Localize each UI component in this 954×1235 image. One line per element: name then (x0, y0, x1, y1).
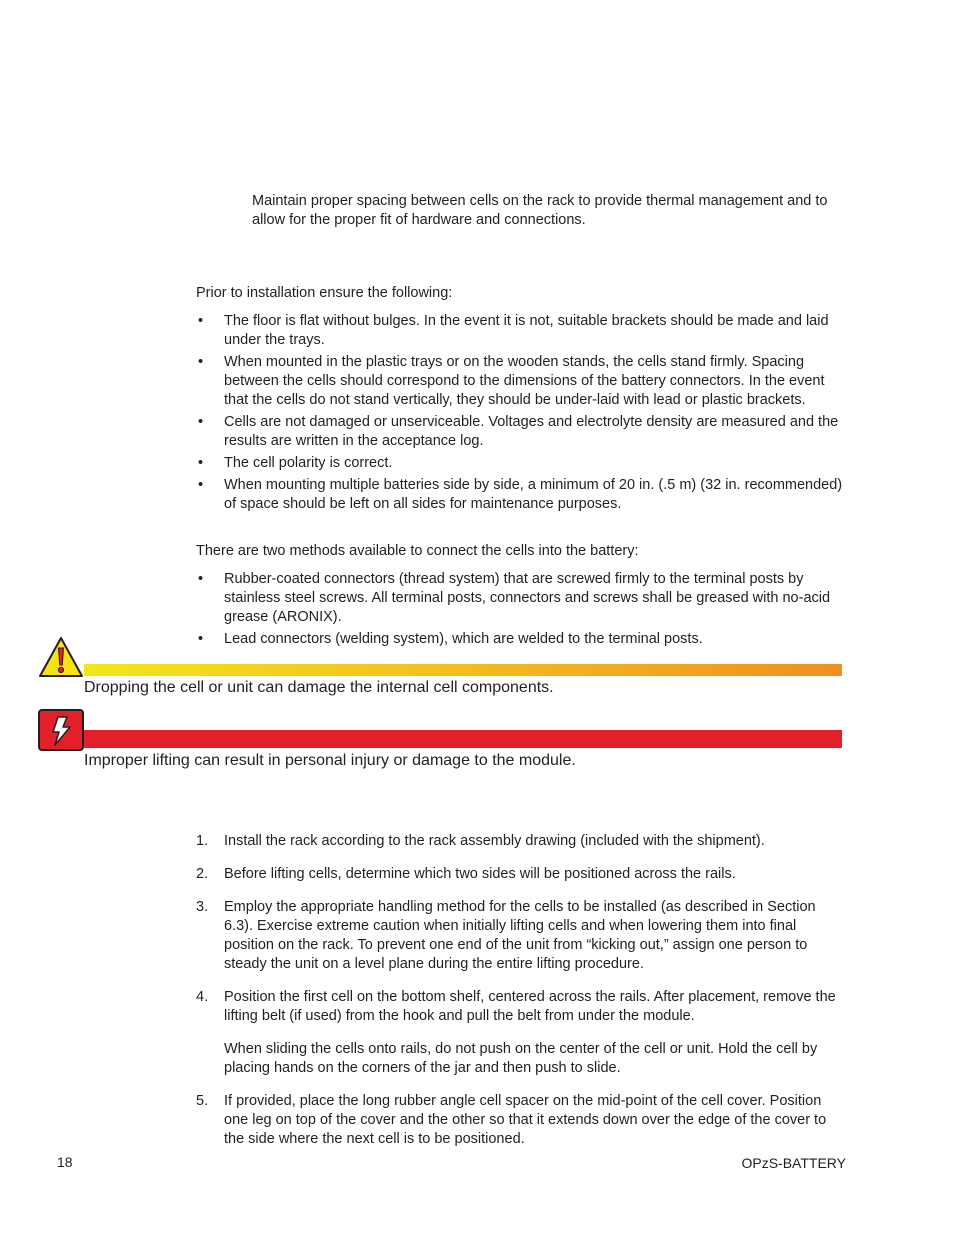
list-item: • Rubber-coated connectors (thread system) that are screwed firmly to the terminal posts by stainless steel screws. All terminal posts, connectors and screws shall be greased with no-acid grease (ARONIX). (196, 570, 846, 627)
step-text: Install the rack according to the rack assembly drawing (included with the shipment). (224, 833, 765, 849)
electrical-hazard-icon (38, 709, 84, 751)
list-item: • When mounted in the plastic trays or on the wooden stands, the cells stand firmly. Spacing between the cells should correspond to the dimensions of the battery connectors. In the event that the cells do not stand vertically, they should be under-laid with lead or plastic brackets. (196, 353, 846, 410)
warning-bar (84, 730, 842, 748)
list-item: • The floor is flat without bulges. In the event it is not, suitable brackets should be made and laid under the trays. (196, 312, 846, 350)
document-title: OPzS-BATTERY (741, 1155, 846, 1171)
list-item: • When mounting multiple batteries side by side, a minimum of 20 in. (.5 m) (32 in. recommended) of space should be left on all sides for maintenance purposes. (196, 476, 846, 514)
step-item (196, 898, 846, 974)
step-text: Before lifting cells, determine which two sides will be positioned across the rails. (224, 866, 736, 882)
page-number: 18 (57, 1154, 73, 1170)
step-subnote: When sliding the cells onto rails, do not push on the center of the cell or unit. Hold the cell by placing hands on the corners of the jar and then push to slide. (224, 1041, 818, 1076)
installation-intro: Prior to installation ensure the following: (196, 285, 453, 301)
caution-text: Dropping the cell or unit can damage the internal cell components. (84, 679, 554, 696)
step-number: 2. (196, 866, 209, 882)
step-text: Position the first cell on the bottom shelf, centered across the rails. After placement, remove the lifting belt (if used) from the hook and pull the belt from under the module. (224, 989, 836, 1024)
caution-icon (38, 636, 84, 678)
step-number: 3. (196, 899, 209, 915)
list-item: • The cell polarity is correct. (196, 454, 846, 473)
step-number: 5. (196, 1093, 209, 1109)
step-item (196, 988, 846, 1078)
list-item: • Cells are not damaged or unserviceable. Voltages and electrolyte density are measured and the results are written in the acceptance log. (196, 413, 846, 451)
methods-intro: There are two methods available to connect the cells into the battery: (196, 543, 639, 559)
installation-checklist (196, 312, 846, 517)
installation-steps (196, 832, 846, 1163)
connection-methods-list (196, 570, 846, 652)
step-item (196, 832, 846, 851)
caution-bar (84, 664, 842, 676)
list-item: • Lead connectors (welding system), which are welded to the terminal posts. (196, 630, 846, 649)
step-text: If provided, place the long rubber angle cell spacer on the mid-point of the cell cover. Position one leg on top of the cover and the other so that it extends down over the edge of the cover to the side where the next cell is to be positioned. (224, 1093, 827, 1147)
step-item (196, 1092, 846, 1149)
step-number: 4. (196, 989, 209, 1005)
step-text: Employ the appropriate handling method for the cells to be installed (as described in Section 6.3). Exercise extreme caution when initially lifting cells and when lowering them into final position on the rack. To prevent one end of the unit from “kicking out,” assign one person to steady the unit on a level plane during the entire lifting procedure. (224, 899, 816, 972)
step-number: 1. (196, 833, 209, 849)
step-item (196, 865, 846, 884)
spacing-note: Maintain proper spacing between cells on the rack to provide thermal management and to allow for the proper fit of hardware and connections. (252, 193, 828, 228)
warning-text: Improper lifting can result in personal injury or damage to the module. (84, 752, 576, 769)
